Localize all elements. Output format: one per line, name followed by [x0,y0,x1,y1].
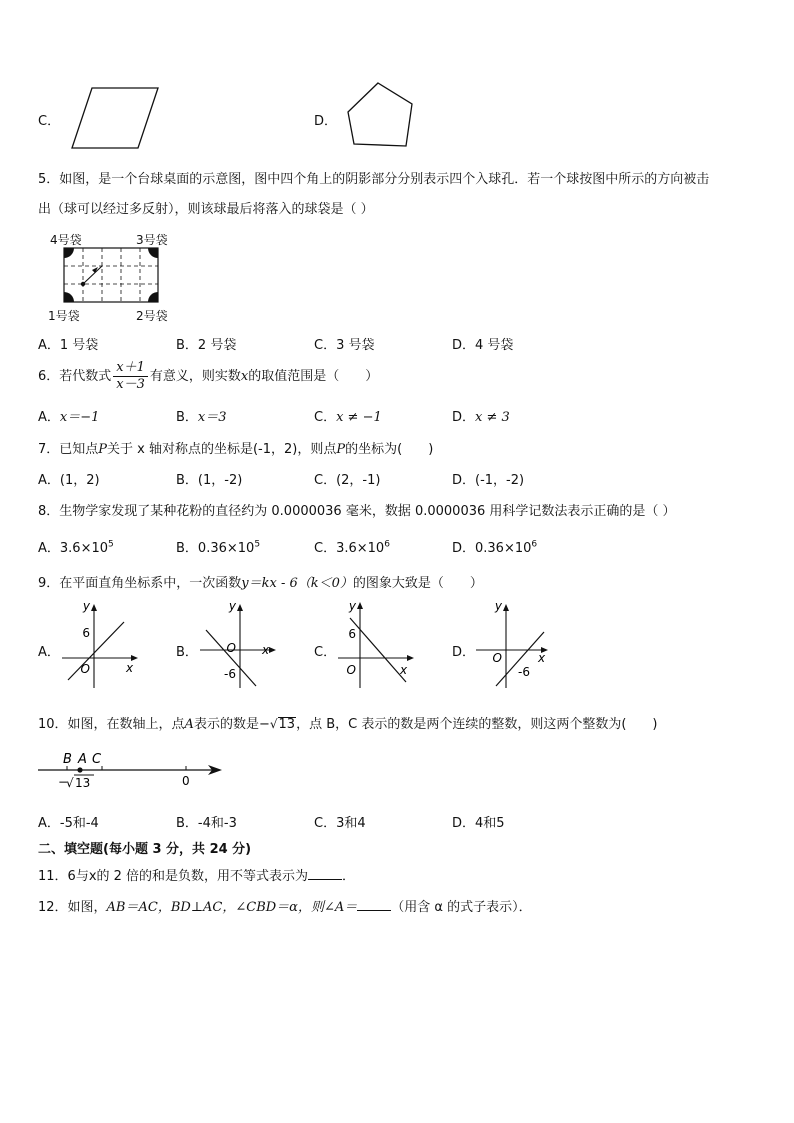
q6-frac-denominator: x－3 [116,377,145,392]
q9-graph-a [60,600,142,690]
q4-option-d [314,110,337,129]
q9-text-b: 的图象大致是（ ） [352,576,483,591]
bag1-label: 1号袋 [48,309,80,323]
point-a-dot [77,767,82,772]
q10-radicand: 13 [278,717,296,732]
q6-suffix: 的取值范围是（ ） [248,369,379,384]
q7-option-b: B．(1，-2) [176,473,243,488]
grid-lines [64,248,158,302]
q9-option-d-label: D． [452,645,476,660]
q9-c-line [350,618,406,682]
q9-option-b-label: B． [176,645,198,660]
q7-option-c: C．(2，-1) [314,473,381,488]
label-zero: 0 [182,774,190,788]
q7-option-a: A．(1，2) [38,473,100,488]
q6-option-d [452,406,510,425]
q7-option-d: D．(-1，-2) [452,473,525,488]
q6-var: x [240,369,249,384]
q8-option-a-exp: 5 [108,539,114,550]
q12-stem [38,896,532,915]
radicand: 13 [75,776,91,790]
q11-answer-blank[interactable] [308,867,342,880]
q9-graph-d [474,600,556,690]
q9-a-line [68,622,124,680]
q7-text-c: 的坐标为( ) [345,442,434,457]
billiard-table-diagram [62,246,162,306]
pentagon-figure [344,80,416,150]
parallelogram-figure [70,86,160,152]
q8-option-c [314,537,390,556]
q11-end: ． [342,869,356,884]
bag4-label: 4号袋 [50,233,82,247]
q9-d-x-label: x [538,651,546,665]
q10-option-d: D．4和5 [452,816,505,831]
q9-graph-b [198,600,280,690]
pocket-2-shade [148,292,158,302]
pocket-4-shade [64,248,74,258]
q9-text-a: 9．在平面直角坐标系中，一次函数 [38,576,242,591]
q9-c-y-label: y [348,599,356,613]
q6-option-a [38,406,99,425]
q4-option-c-label: C． [38,114,61,129]
q8-option-b-label: B．0.36×10 [176,541,255,556]
q7-stem [38,438,433,457]
q9-option-c-label: C． [314,645,337,660]
q10-neg-sign: − [258,717,270,732]
q7-text-b: 关于 x 轴对称点的坐标是(-1，2)，则点 [107,442,337,457]
q9-c-x-label: x [400,663,408,677]
pocket-1-shade [64,292,74,302]
q9-graph-c [336,598,418,690]
q8-option-c-exp: 6 [384,539,390,550]
number-line-diagram [36,750,226,792]
q10-stem: 10．如图，在数轴上，点A表示的数是−√13，点 B，C 表示的数是两个连续的整数，则这两个整数为( ) [38,717,658,732]
q9-a-x-label: x [126,661,134,675]
q6-mid: 有意义，则实数 [149,369,241,384]
q9-a-y-label: y [82,600,90,613]
label-c: C [92,752,102,767]
q8-option-b [176,537,260,556]
label-a: A [78,752,87,767]
q6-option-c-label: C． [314,410,337,425]
q5-option-d: D．4 号袋 [452,338,514,353]
q6-option-b [176,406,227,425]
section-heading: 二、填空题(每小题 3 分，共 24 分) [38,842,252,857]
q8-option-d-exp: 6 [531,539,538,550]
sqrt-symbol: √ [66,776,74,790]
q6-option-b-label: B． [176,410,198,425]
q6-option-b-math: x＝3 [197,410,227,425]
q5-line2: 出（球可以经过多反射），则该球最后将落入的球袋是（ ） [38,202,374,217]
q9-b-x-label: x [262,643,270,657]
q7-text-a: 7．已知点 [38,442,99,457]
q10-text-c: ，点 B，C 表示的数是两个连续的整数，则这两个整数为( ) [296,717,658,732]
pentagon-shape [348,83,412,146]
label-b: B [63,752,72,767]
q10-text-a: 10．如图，在数轴上，点 [38,717,185,732]
q12-answer-blank[interactable] [357,898,391,911]
q6-stem [38,360,378,393]
q9-d-intercept: -6 [518,665,530,679]
q6-option-a-label: A． [38,410,60,425]
q8-option-b-exp: 5 [254,539,261,550]
bag2-label: 2号袋 [136,309,168,323]
q5-option-c: C．3 号袋 [314,338,375,353]
q10-point-a: A [184,717,194,732]
ball [81,282,85,286]
q6-prefix: 6．若代数式 [38,369,112,384]
q9-a-origin: O [80,662,90,676]
q10-option-c: C．3和4 [314,816,366,831]
q10-option-a: A．-5和-4 [38,816,99,831]
q11-text: 11．6与x的 2 倍的和是负数，用不等式表示为 [38,869,309,884]
q6-option-d-label: D． [452,410,476,425]
q9-formula: y＝kx - 6（k＜0） [241,576,353,591]
q9-c-intercept: 6 [348,627,356,641]
q5-option-a: A．1 号袋 [38,338,99,353]
neg-sign: − [58,775,69,789]
q11-stem [38,865,355,884]
q9-b-intercept: -6 [224,667,236,681]
q8-option-c-label: C．3.6×10 [314,541,385,556]
q6-option-d-math: x ≠ 3 [475,410,510,425]
q9-d-origin: O [492,651,502,665]
q10-option-b: B．-4和-3 [176,816,237,831]
q4-option-c [38,110,60,129]
q12-condition: AB＝AC，BD⊥AC，∠CBD＝α，则∠A＝ [106,900,358,915]
q7-point-p: P [98,442,108,457]
table-border [64,248,158,302]
q9-b-origin: O [226,641,236,655]
q6-frac-numerator: x＋1 [113,360,148,377]
pocket-3-shade [148,248,158,258]
parallelogram-shape [72,88,158,148]
q4-option-d-label: D． [314,114,338,129]
q8-option-d [452,537,537,556]
q6-option-c-math: x ≠ −1 [336,410,382,425]
q9-stem [38,572,483,591]
q5-option-b: B．2 号袋 [176,338,237,353]
q9-d-y-label: y [494,600,502,613]
bag3-label: 3号袋 [136,233,168,247]
q9-c-origin: O [346,663,356,677]
q5-line1: 5．如图，是一个台球桌面的示意图，图中四个角上的阴影部分分别表示四个入球孔．若一个球按图中所示的方向被击 [38,172,710,187]
q8-option-d-label: D．0.36×10 [452,541,532,556]
q12-text-a: 12．如图， [38,900,107,915]
q6-fraction [113,360,148,393]
q9-option-a-label: A． [38,645,60,660]
q9-b-y-label: y [228,600,236,613]
q6-option-c [314,406,382,425]
q8-option-a [38,537,114,556]
q12-text-b: （用含 α 的式子表示）． [391,900,532,915]
q6-option-a-math: x＝−1 [59,410,100,425]
q8-stem: 8．生物学家发现了某种花粉的直径约为 0.0000036 毫米，数据 0.0000036 用科学记数法表示正确的是（ ） [38,504,676,519]
ball-path [83,266,102,284]
q7-point-p2: P [336,442,346,457]
q10-text-b: 表示的数是 [193,717,259,732]
q9-a-intercept: 6 [82,626,90,640]
q8-option-a-label: A．3.6×10 [38,541,109,556]
